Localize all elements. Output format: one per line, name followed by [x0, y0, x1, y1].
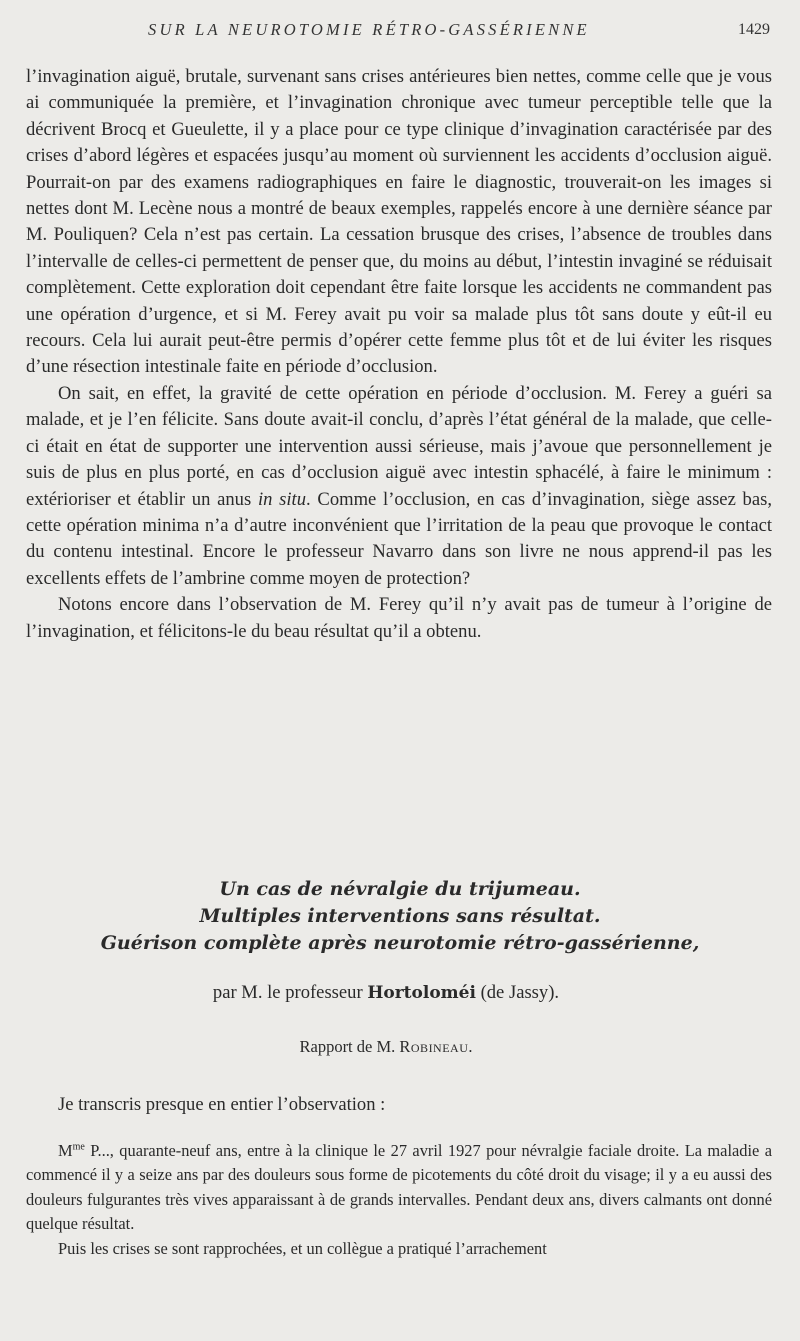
paragraph: [26, 381, 772, 592]
report-suffix: .: [468, 1037, 473, 1056]
reporter-name: Robineau: [399, 1037, 469, 1056]
observation-text: [26, 1139, 772, 1261]
italic-phrase: in situ: [257, 488, 307, 510]
byline: [0, 982, 772, 1004]
running-title: SUR LA NEUROTOMIE RÉTRO-GASSÉRIENNE: [148, 20, 590, 39]
paragraph: [26, 1139, 772, 1237]
title-line: Un cas de névralgie du trijumeau.: [219, 878, 581, 900]
body-text: [26, 64, 772, 645]
byline-suffix: (de Jassy).: [475, 982, 560, 1003]
paragraph-text: On sait, en effet, la gravité de cette opération en période d’occlusion. M. Ferey a guéri sa malade, et je l’en félicite. Sans doute avait-il conclu, d’après l’état général de la malade, que celle-ci était en état de supporter une intervention aussi sérieuse, mais j’avoue que personnellement je suis de plus en plus porté, en cas d’occlusion aiguë avec intestin sphacélé, à faire le minimum : extérioriser et établir un anus: [26, 382, 772, 510]
paragraph: Puis les crises se sont rapprochées, et un collègue a pratiqué l’arrachement: [58, 1238, 547, 1258]
intro-sentence: Je transcris presque en entier l’observation :: [58, 1094, 386, 1115]
salutation-superscript: me: [72, 1141, 85, 1153]
byline-prefix: par M. le professeur: [212, 982, 368, 1003]
salutation: M: [58, 1141, 73, 1160]
title-line: Multiples interventions sans résultat.: [199, 905, 601, 927]
paragraph-text: P..., quarante-neuf ans, entre à la clinique le 27 avril 1927 pour névralgie faciale droite. La maladie a commencé il y a seize ans par des douleurs sous forme de picotements du côté droit du visage; il y a eu aussi des douleurs fulgurantes très vives apparaissant à de grands intervalles. Pendant deux ans, divers calmants ont donné quelque résultat.: [26, 1141, 772, 1234]
author-name: Hortoloméi: [367, 983, 476, 1003]
article-title: [0, 876, 800, 957]
paragraph-text: . Comme l’occlusion, en cas d’invagination, siège assez bas, cette opération minima n’a d’autre inconvénient que l’irritation de la peau que provoque le contact du contenu intestinal. Encore le professeur Navarro dans son livre ne nous apprend-il pas les excellents effets de l’ambrine comme moyen de protection?: [26, 488, 772, 589]
paragraph: l’invagination aiguë, brutale, survenant sans crises antérieures bien nettes, comme celle que je vous ai communiquée la première, et l’invagination chronique avec tumeur perceptible telle que la décrivent Brocq et Gueulette, il y a place pour ce type clinique d’invagination caractérisée par des crises d’abord légères et espacées jusqu’au moment où surviennent les accidents d’occlusion aiguë. Pourrait-on par des examens radiographiques en faire le diagnostic, trouverait-on les images si nettes dont M. Lecène nous a montré de beaux exemples, rappelés encore à une dernière séance par M. Pouliquen? Cela n’est pas certain. La cessation brusque des crises, l’absence de troubles dans l’intervalle de celles-ci permettent de penser que, du moins au début, l’intestin invaginé se réduisait complètement. Cette exploration doit cependant être faite lorsque les accidents ne commandent pas une opération d’urgence, et si M. Ferey avait pu voir sa malade plus tôt sans doute y eût-il eu recours. Cela lui aurait peut-être permis d’opérer cette femme plus tôt et de lui éviter les risques d’une résection intestinale faite en période d’occlusion.: [26, 66, 772, 378]
report-line: [0, 1037, 772, 1057]
title-line: Guérison complète après neurotomie rétro-gassérienne,: [100, 932, 700, 954]
page-number: 1429: [738, 21, 770, 38]
paragraph: Notons encore dans l’observation de M. Ferey qu’il n’y avait pas de tumeur à l’origine de l’invagination, et félicitons-le du beau résultat qu’il a obtenu.: [26, 594, 772, 642]
report-prefix: Rapport de M.: [299, 1037, 400, 1056]
running-header: [0, 20, 800, 44]
